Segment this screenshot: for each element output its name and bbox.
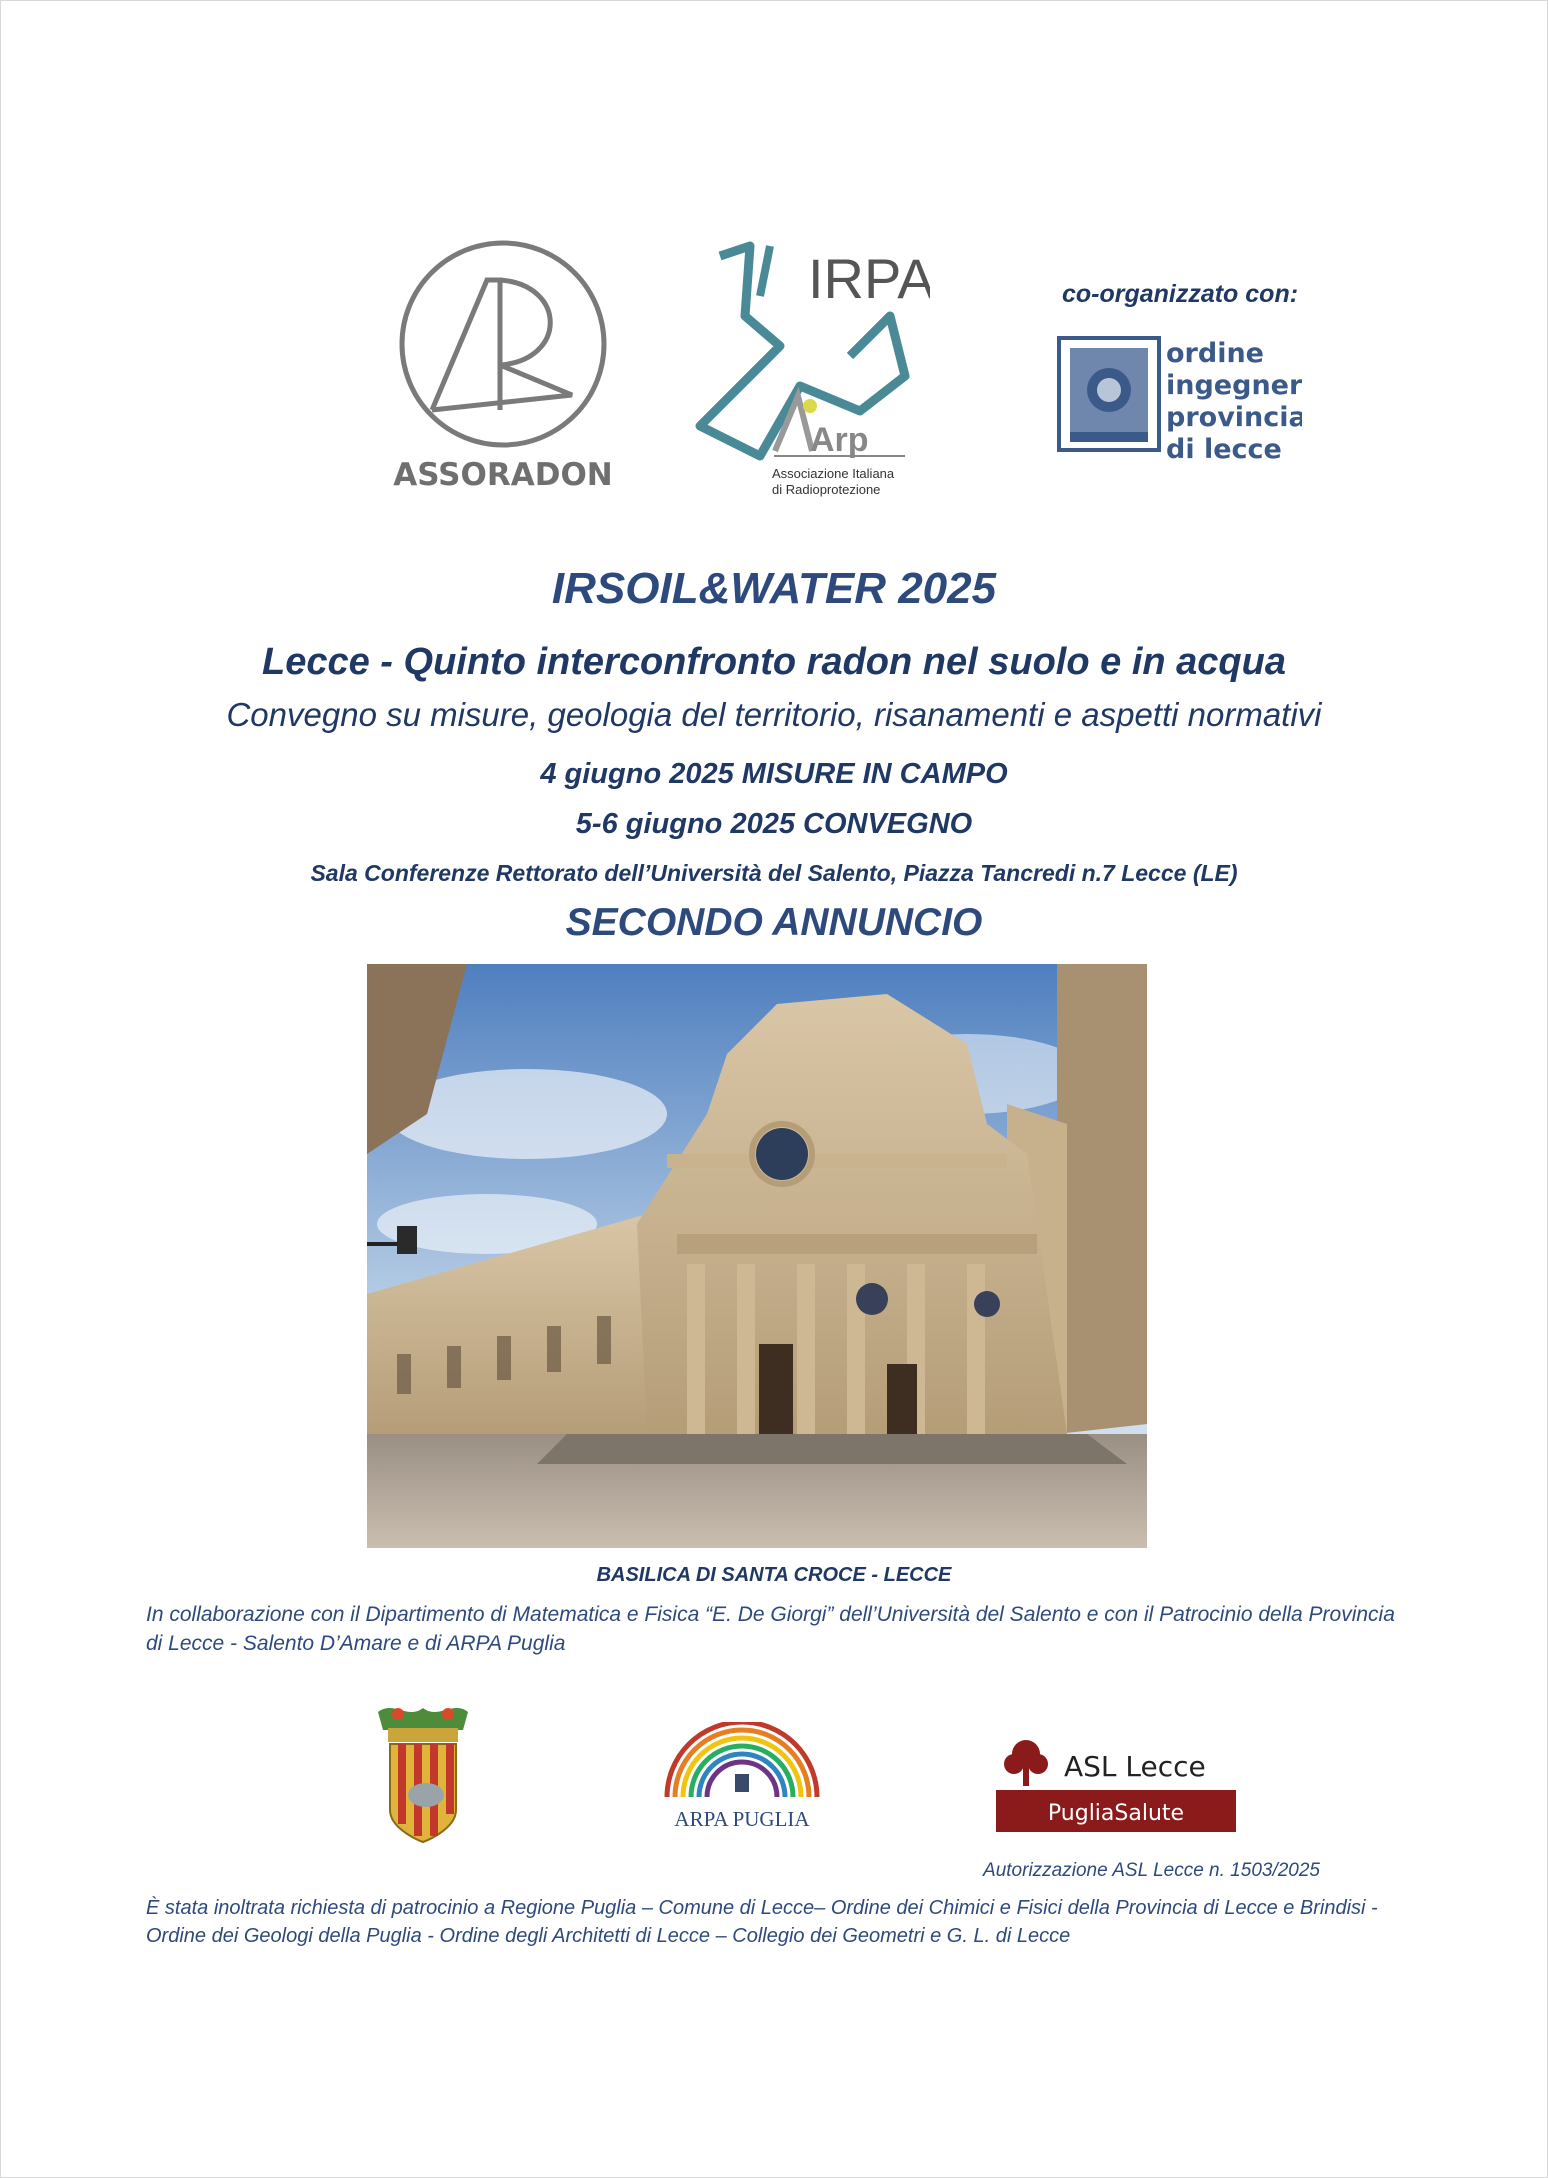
date-conference: 5-6 giugno 2025 CONVEGNO [575, 808, 973, 840]
assoradon-logo-text: ASSORADON [393, 457, 613, 492]
date-field-measurements: 4 giugno 2025 MISURE IN CAMPO [540, 758, 1008, 790]
asl-sub-text: PugliaSalute [1047, 1801, 1185, 1826]
ordine-ingegneri-logo [1056, 332, 1302, 464]
venue: Sala Conferenze Rettorato dell’Università del Salento, Piazza Tancredi n.7 Lecce (LE) [310, 860, 1238, 886]
collaboration-text: In collaborazione con il Dipartimento di Matematica e Fisica “E. De Giorgi” dell’Università del Salento e con il Patrocinio della Provincia di Lecce - Salento D’Amare e di ARPA Puglia [146, 1603, 1395, 1655]
event-tagline: Convegno su misure, geologia del territorio, risanamenti e aspetti normativi [226, 696, 1322, 733]
airp-arp-text: Arp [810, 421, 869, 459]
patronage-request-text: È stata inoltrata richiesta di patrocinio a Regione Puglia – Comune di Lecce– Ordine dei Chimici e Fisici della Provincia di Lecce e Brindisi - Ordine dei Geologi della Puglia - Ordine degli Architetti di Lecce – Collegio dei Geometri e G. L. di Lecce [146, 1897, 1378, 1947]
event-subtitle: Lecce - Quinto interconfronto radon nel suolo e in acqua [262, 641, 1286, 683]
arpa-puglia-logo [662, 1722, 822, 1834]
ordine-line-2: ingegneri [1166, 370, 1302, 401]
ordine-line-3: provincia [1166, 402, 1302, 433]
photo-caption: BASILICA DI SANTA CROCE - LECCE [596, 1564, 952, 1586]
asl-authorization: Autorizzazione ASL Lecce n. 1503/2025 [983, 1860, 1320, 1881]
coorganized-label: co-organizzato con: [1061, 280, 1299, 308]
arpa-puglia-text: ARPA PUGLIA [674, 1807, 810, 1831]
asl-title-text: ASL Lecce [1064, 1750, 1206, 1783]
airp-caption-2: di Radioprotezione [772, 482, 881, 497]
assoradon-logo [392, 240, 614, 492]
airp-irpa-text: IRPA [808, 247, 930, 310]
airp-logo [690, 236, 930, 506]
airp-caption-1: Associazione Italiana [772, 466, 895, 481]
basilica-photo [367, 964, 1147, 1548]
asl-lecce-logo [996, 1734, 1236, 1832]
event-title: IRSOIL&WATER 2025 [551, 564, 997, 613]
provincia-lecce-coat-of-arms [368, 1700, 478, 1846]
ordine-line-4: di lecce [1166, 434, 1282, 464]
announcement-title: SECONDO ANNUNCIO [565, 901, 983, 944]
ordine-line-1: ordine [1166, 338, 1264, 369]
